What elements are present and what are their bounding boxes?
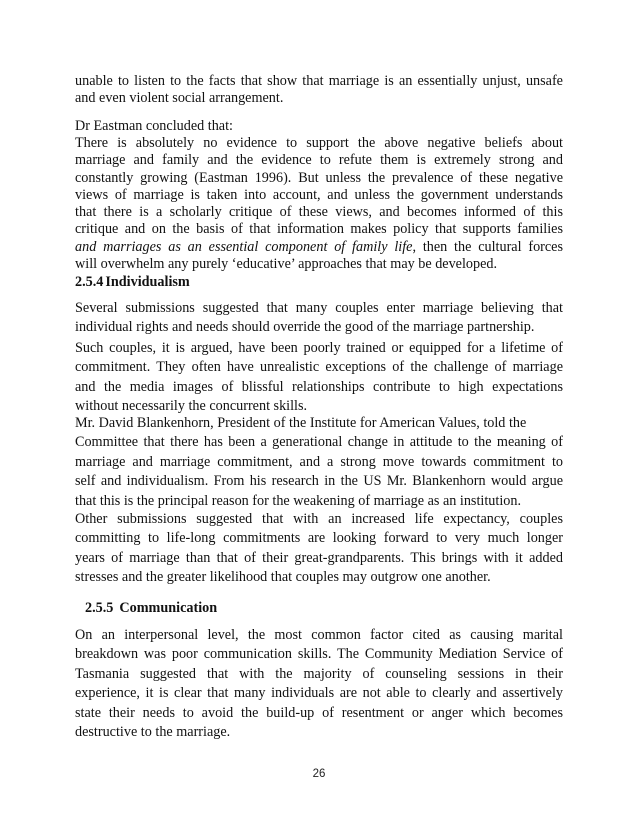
text-line: Several submissions suggested that many couples enter marriage believing that [75,300,563,316]
text-line: that there is a scholarly critique of these views, and becomes informed of this [75,204,563,221]
individualism-para-3 [75,414,563,511]
text-line: without necessarily the concurrent skills. [75,398,308,415]
italic-phrase: and marriages as an essential component of family life [75,238,413,255]
text-line: Tasmania suggested that with the majority of counseling sessions in their [75,665,563,682]
page-number: 26 [312,768,326,780]
text-line: self and individualism. From his research in the US Mr. Blankenhorn would argue [75,473,563,490]
eastman-quote [75,135,563,273]
text-line: There is absolutely no evidence to support the above negative beliefs about [75,135,563,151]
text-line: Such couples, it is argued, have been poorly trained or equipped for a lifetime of [75,340,563,356]
text-fragment: , then the cultural forces [412,238,564,255]
text-line: marriage and family and the evidence to refute them is extremely strong and [75,152,563,169]
text-line: marriage and marriage commitment, and a strong move towards commitment to [75,453,563,470]
text-line: that this is the principal reason for the weakening of marriage as an institution. [75,492,521,509]
text-line: years of marriage than that of their great-grandparents. This brings with it added [75,549,563,566]
text-line: committing to life-long commitments are looking forward to very much longer [75,530,563,547]
text-line: On an interpersonal level, the most common factor cited as causing marital [75,627,563,643]
text-line: stresses and the greater likelihood that couples may outgrow one another. [75,569,491,586]
text-line: unable to listen to the facts that show that marriage is an essentially unjust, unsafe [75,73,563,89]
individualism-para-4 [75,510,563,588]
text-line: Mr. David Blankenhorn, President of the Institute for American Values, told the [75,415,527,431]
text-line: commitment. They often have unrealistic exceptions of the challenge of marriage [75,359,563,376]
section-title: Individualism [105,274,190,290]
text-line: views of marriage is taken into account, and unless the government understands [75,186,563,203]
text-line: individual rights and needs should override the good of the marriage partnership. [75,319,535,336]
individualism-para-2 [75,339,563,417]
text-line: breakdown was poor communication skills. The Community Mediation Service of [75,646,563,663]
text-line: Dr Eastman concluded that: [75,118,233,134]
text-line: constantly growing (Eastman 1996). But unless the prevalence of these negative [75,169,563,186]
section-heading-communication [85,599,217,617]
individualism-para-1 [75,299,563,338]
section-number: 2.5.5 [85,600,114,616]
section-heading-individualism [75,273,190,291]
text-line: state their needs to avoid the build-up of resentment or anger which becomes [75,704,563,721]
communication-para-1 [75,626,563,742]
text-line: destructive to the marriage. [75,724,231,741]
text-line: Committee that there has been a generational change in attitude to the meaning of [75,434,563,451]
text-line: experience, it is clear that many individuals are not able to clearly and assertively [75,685,563,702]
text-line [75,239,563,256]
intro-paragraph [75,73,563,108]
text-line: will overwhelm any purely ‘educative’ approaches that may be developed. [75,256,498,273]
section-number: 2.5.4 [75,274,104,290]
text-line: and the media images of blissful relationships contribute to high expectations [75,378,563,395]
eastman-lead [75,118,563,135]
text-line: and even violent social arrangement. [75,90,284,107]
section-title: Communication [119,600,218,616]
text-line: critique and on the basis of that information makes policy that supports families [75,221,563,238]
text-line: Other submissions suggested that with an increased life expectancy, couples [75,511,563,527]
